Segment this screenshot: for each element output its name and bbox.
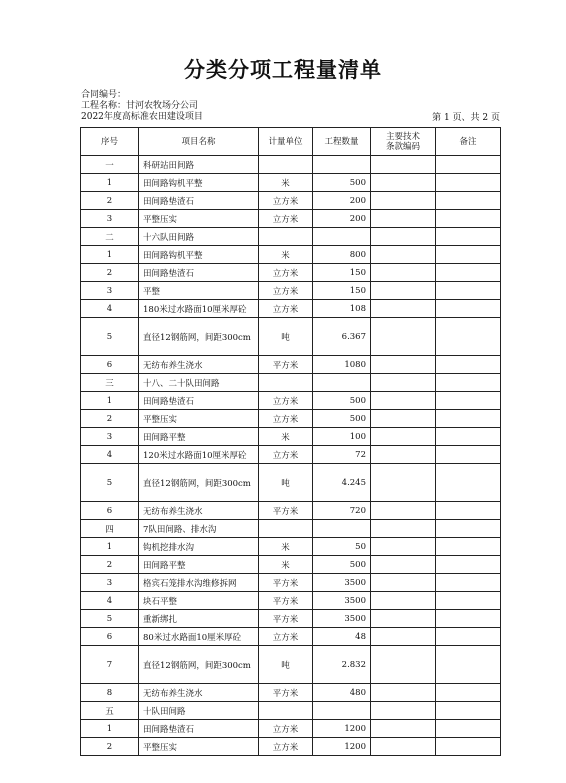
row-tech-code	[371, 502, 436, 520]
row-seq: 3	[81, 282, 139, 300]
row-item-name: 田间路钩机平整	[139, 246, 259, 264]
quantity-table	[80, 127, 501, 756]
row-tech-code	[371, 392, 436, 410]
row-seq: 2	[81, 556, 139, 574]
row-seq: 2	[81, 264, 139, 282]
row-unit: 立方米	[259, 264, 313, 282]
row-quantity	[313, 228, 371, 246]
row-tech-code	[371, 228, 436, 246]
row-remarks	[436, 646, 501, 684]
row-seq: 3	[81, 428, 139, 446]
table-row	[81, 520, 501, 538]
row-unit: 立方米	[259, 282, 313, 300]
project-name: 工程名称：甘河农牧场分公司	[81, 101, 199, 111]
row-tech-code	[371, 520, 436, 538]
row-item-name: 120米过水路面10厘米厚砼	[139, 446, 259, 464]
row-seq: 1	[81, 720, 139, 738]
row-remarks	[436, 318, 501, 356]
row-item-name: 平整压实	[139, 410, 259, 428]
row-item-name: 田间路钩机平整	[139, 174, 259, 192]
row-remarks	[436, 684, 501, 702]
row-remarks	[436, 538, 501, 556]
row-unit: 立方米	[259, 720, 313, 738]
row-unit: 米	[259, 246, 313, 264]
row-unit: 平方米	[259, 574, 313, 592]
row-unit: 米	[259, 174, 313, 192]
table-row	[81, 318, 501, 356]
row-item-name: 平整压实	[139, 210, 259, 228]
row-remarks	[436, 374, 501, 392]
row-quantity: 6.367	[313, 318, 371, 356]
row-seq: 三	[81, 374, 139, 392]
row-seq: 6	[81, 356, 139, 374]
row-item-name: 块石平整	[139, 592, 259, 610]
table-row	[81, 702, 501, 720]
row-tech-code	[371, 556, 436, 574]
row-quantity: 1200	[313, 738, 371, 756]
row-unit: 立方米	[259, 392, 313, 410]
row-item-name: 科研站田间路	[139, 156, 259, 174]
row-remarks	[436, 520, 501, 538]
table-row	[81, 556, 501, 574]
row-seq: 二	[81, 228, 139, 246]
row-item-name: 直径12钢筋网，间距300cm	[139, 464, 259, 502]
row-quantity: 2.832	[313, 646, 371, 684]
row-seq: 5	[81, 610, 139, 628]
table-row	[81, 356, 501, 374]
row-item-name: 平整压实	[139, 738, 259, 756]
row-unit: 立方米	[259, 210, 313, 228]
row-unit	[259, 156, 313, 174]
row-remarks	[436, 174, 501, 192]
row-quantity: 150	[313, 264, 371, 282]
row-remarks	[436, 628, 501, 646]
table-row	[81, 264, 501, 282]
row-remarks	[436, 192, 501, 210]
row-seq: 3	[81, 210, 139, 228]
table-row	[81, 646, 501, 684]
table-row	[81, 282, 501, 300]
table-row	[81, 410, 501, 428]
row-tech-code	[371, 264, 436, 282]
row-seq: 6	[81, 502, 139, 520]
row-seq: 2	[81, 192, 139, 210]
row-item-name: 田间路平整	[139, 556, 259, 574]
row-seq: 4	[81, 446, 139, 464]
row-quantity	[313, 374, 371, 392]
table-row	[81, 300, 501, 318]
row-remarks	[436, 738, 501, 756]
row-seq: 4	[81, 592, 139, 610]
row-item-name: 田间路垫渣石	[139, 720, 259, 738]
row-tech-code	[371, 738, 436, 756]
table-row	[81, 228, 501, 246]
row-tech-code	[371, 246, 436, 264]
table-row	[81, 592, 501, 610]
row-unit: 平方米	[259, 684, 313, 702]
table-row	[81, 574, 501, 592]
row-tech-code	[371, 446, 436, 464]
row-unit: 平方米	[259, 592, 313, 610]
row-remarks	[436, 264, 501, 282]
page-info: 第 1 页、共 2 页	[432, 113, 500, 123]
row-unit	[259, 374, 313, 392]
row-item-name: 重新绑扎	[139, 610, 259, 628]
header-item-name: 项目名称	[139, 128, 259, 156]
table-row	[81, 610, 501, 628]
row-quantity: 720	[313, 502, 371, 520]
row-seq: 5	[81, 318, 139, 356]
row-quantity	[313, 156, 371, 174]
row-tech-code	[371, 156, 436, 174]
row-quantity: 1080	[313, 356, 371, 374]
row-item-name: 十八、二十队田间路	[139, 374, 259, 392]
row-seq: 1	[81, 174, 139, 192]
row-tech-code	[371, 356, 436, 374]
row-remarks	[436, 246, 501, 264]
row-quantity: 500	[313, 392, 371, 410]
table-row	[81, 374, 501, 392]
row-tech-code	[371, 464, 436, 502]
row-quantity: 1200	[313, 720, 371, 738]
row-unit	[259, 228, 313, 246]
row-quantity: 50	[313, 538, 371, 556]
row-quantity: 500	[313, 174, 371, 192]
table-header-row	[81, 128, 501, 156]
row-remarks	[436, 574, 501, 592]
header-tech-code: 主要技术 条款编码	[371, 128, 436, 156]
row-tech-code	[371, 192, 436, 210]
table-row	[81, 246, 501, 264]
row-quantity: 3500	[313, 574, 371, 592]
row-quantity: 480	[313, 684, 371, 702]
table-row	[81, 538, 501, 556]
row-unit: 立方米	[259, 628, 313, 646]
row-remarks	[436, 556, 501, 574]
row-unit: 立方米	[259, 446, 313, 464]
row-quantity	[313, 520, 371, 538]
row-item-name: 田间路垫渣石	[139, 392, 259, 410]
row-item-name: 180米过水路面10厘米厚砼	[139, 300, 259, 318]
row-item-name: 田间路垫渣石	[139, 192, 259, 210]
table-row	[81, 738, 501, 756]
row-remarks	[436, 356, 501, 374]
row-unit	[259, 520, 313, 538]
row-remarks	[436, 464, 501, 502]
row-quantity: 108	[313, 300, 371, 318]
row-tech-code	[371, 318, 436, 356]
row-seq: 7	[81, 646, 139, 684]
row-remarks	[436, 720, 501, 738]
row-item-name: 无纺布养生浇水	[139, 684, 259, 702]
row-item-name: 平整	[139, 282, 259, 300]
row-tech-code	[371, 610, 436, 628]
row-quantity: 48	[313, 628, 371, 646]
row-quantity: 200	[313, 192, 371, 210]
document-title: 分类分项工程量清单	[184, 57, 382, 82]
row-item-name: 十队田间路	[139, 702, 259, 720]
row-unit	[259, 702, 313, 720]
row-unit: 立方米	[259, 192, 313, 210]
row-seq: 1	[81, 392, 139, 410]
row-item-name: 7队田间路、排水沟	[139, 520, 259, 538]
table-row	[81, 428, 501, 446]
row-tech-code	[371, 646, 436, 684]
row-quantity: 3500	[313, 610, 371, 628]
row-unit: 米	[259, 428, 313, 446]
row-quantity: 200	[313, 210, 371, 228]
row-tech-code	[371, 410, 436, 428]
row-remarks	[436, 210, 501, 228]
table-row	[81, 464, 501, 502]
row-unit: 吨	[259, 318, 313, 356]
row-quantity: 500	[313, 556, 371, 574]
row-item-name: 钩机挖排水沟	[139, 538, 259, 556]
table-row	[81, 392, 501, 410]
row-seq: 8	[81, 684, 139, 702]
row-quantity	[313, 702, 371, 720]
table-row	[81, 156, 501, 174]
row-tech-code	[371, 428, 436, 446]
table-row	[81, 502, 501, 520]
table-row	[81, 192, 501, 210]
header-unit: 计量单位	[259, 128, 313, 156]
row-seq: 1	[81, 538, 139, 556]
row-quantity: 800	[313, 246, 371, 264]
row-unit: 立方米	[259, 300, 313, 318]
row-item-name: 直径12钢筋网，间距300cm	[139, 646, 259, 684]
row-tech-code	[371, 174, 436, 192]
table-row	[81, 628, 501, 646]
row-item-name: 田间路垫渣石	[139, 264, 259, 282]
contract-number: 合同编号：	[81, 90, 127, 100]
row-item-name: 格宾石笼排水沟维修拆网	[139, 574, 259, 592]
row-remarks	[436, 228, 501, 246]
row-remarks	[436, 282, 501, 300]
table-row	[81, 684, 501, 702]
row-item-name: 无纺布养生浇水	[139, 502, 259, 520]
row-tech-code	[371, 592, 436, 610]
row-quantity: 4.245	[313, 464, 371, 502]
row-tech-code	[371, 720, 436, 738]
row-unit: 立方米	[259, 738, 313, 756]
row-seq: 3	[81, 574, 139, 592]
row-remarks	[436, 392, 501, 410]
row-tech-code	[371, 374, 436, 392]
row-quantity: 100	[313, 428, 371, 446]
row-remarks	[436, 592, 501, 610]
row-seq: 一	[81, 156, 139, 174]
row-tech-code	[371, 702, 436, 720]
row-item-name: 十六队田间路	[139, 228, 259, 246]
row-seq: 6	[81, 628, 139, 646]
row-seq: 4	[81, 300, 139, 318]
row-quantity: 72	[313, 446, 371, 464]
row-tech-code	[371, 628, 436, 646]
row-tech-code	[371, 282, 436, 300]
row-remarks	[436, 502, 501, 520]
row-tech-code	[371, 684, 436, 702]
row-quantity: 150	[313, 282, 371, 300]
header-seq: 序号	[81, 128, 139, 156]
row-unit: 立方米	[259, 410, 313, 428]
row-tech-code	[371, 210, 436, 228]
header-quantity: 工程数量	[313, 128, 371, 156]
table-row	[81, 174, 501, 192]
row-item-name: 无纺布养生浇水	[139, 356, 259, 374]
row-seq: 四	[81, 520, 139, 538]
row-remarks	[436, 446, 501, 464]
row-unit: 吨	[259, 464, 313, 502]
row-seq: 2	[81, 738, 139, 756]
row-remarks	[436, 156, 501, 174]
project-subtitle: 2022年度高标准农田建设项目	[81, 112, 203, 122]
row-seq: 1	[81, 246, 139, 264]
table-row	[81, 210, 501, 228]
row-item-name: 田间路平整	[139, 428, 259, 446]
row-unit: 平方米	[259, 502, 313, 520]
row-unit: 米	[259, 538, 313, 556]
row-quantity: 500	[313, 410, 371, 428]
row-remarks	[436, 428, 501, 446]
row-quantity: 3500	[313, 592, 371, 610]
row-remarks	[436, 610, 501, 628]
row-unit: 吨	[259, 646, 313, 684]
row-unit: 平方米	[259, 610, 313, 628]
row-remarks	[436, 410, 501, 428]
row-remarks	[436, 702, 501, 720]
table-row	[81, 720, 501, 738]
row-tech-code	[371, 538, 436, 556]
row-item-name: 80米过水路面10厘米厚砼	[139, 628, 259, 646]
row-tech-code	[371, 574, 436, 592]
row-remarks	[436, 300, 501, 318]
row-seq: 2	[81, 410, 139, 428]
row-seq: 五	[81, 702, 139, 720]
row-seq: 5	[81, 464, 139, 502]
row-unit: 平方米	[259, 356, 313, 374]
table-row	[81, 446, 501, 464]
row-item-name: 直径12钢筋网，间距300cm	[139, 318, 259, 356]
row-tech-code	[371, 300, 436, 318]
row-unit: 米	[259, 556, 313, 574]
header-remarks: 备注	[436, 128, 501, 156]
